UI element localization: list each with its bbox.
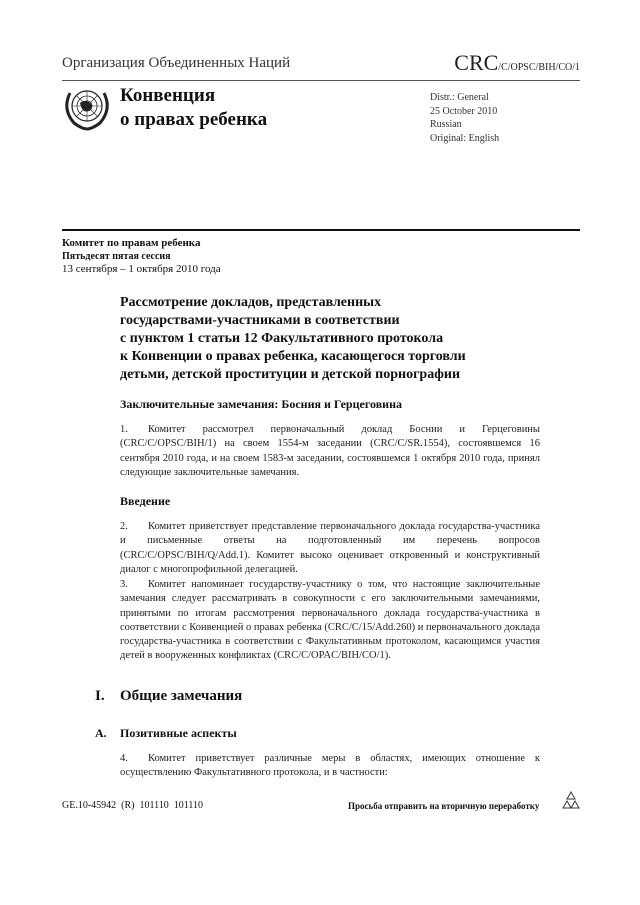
para-number: 4. [120, 753, 128, 764]
subsection-title: Позитивные аспекты [120, 726, 237, 740]
paragraph-1 [120, 423, 540, 480]
document-title [120, 294, 550, 384]
distribution-info [430, 91, 499, 145]
distr-date: 25 October 2010 [430, 105, 498, 117]
thick-rule [62, 229, 580, 231]
title-line: Конвенция [120, 85, 216, 106]
session: Пятьдесят пятая сессия [62, 251, 171, 262]
document-code: GE.10-45942 (R) 101110 101110 [62, 800, 204, 811]
convention-title [120, 84, 267, 132]
title-line: к Конвенции о правах ребенка, касающегося торговли [120, 349, 466, 364]
title-line: государствами-участниками в соответствии [120, 313, 400, 328]
subsection-letter: A. [95, 726, 107, 740]
committee-block [62, 237, 221, 276]
un-emblem-icon [62, 85, 112, 131]
para-text: Комитет рассмотрел первоначальный доклад Боснии и Герцеговины (CRC/C/OPSC/BIH/1) на своем 1554-м заседании (CRC/C/SR.1554), состоявшемся 16 сентября 2010 года, и на своем 1583-м заседании, состоявшемся 1 октября 2010 года, принял следующие заключительные замечания. [120, 424, 540, 478]
section-number: I. [95, 688, 105, 704]
paragraph-2 [120, 520, 540, 577]
title-line: о правах ребенка [120, 109, 268, 130]
title-line: Рассмотрение докладов, представленных [120, 295, 382, 310]
para-text: Комитет приветствует представление первоначального доклада государства-участника и письменные ответы на подготовленный им перечень вопросов (CRC/C/OPSC/BIH/Q/Add.1). Комитет высоко оценивает откровенный и конструктивный диалог с многопрофильной делегацией. [120, 521, 540, 575]
distr-line: Distr.: General [430, 92, 489, 103]
para-number: 2. [120, 521, 128, 532]
title-line: с пунктом 1 статьи 12 Факультативного протокола [120, 331, 444, 346]
distr-language: Russian [430, 119, 462, 130]
intro-heading: Введение [120, 494, 171, 508]
title-line: детьми, детской проституции и детской порнографии [120, 367, 461, 382]
para-text: Комитет напоминает государству-участнику о том, что настоящие заключительные замечания следует рассматривать в совокупности с его заключительными замечаниями, принятыми по итогам рассмотрения первоначального доклада государства-участника в соответствии с Конвенцией о правах ребенка (CRC/C/15/Add.260) и первоначального доклада государства-участника в соответствии с Факультативным протоколом, касающимся участия детей в вооруженных конфликтах (CRC/C/OPAC/BIH/CO/1). [120, 579, 540, 662]
committee-name: Комитет по правам ребенка [62, 237, 201, 249]
symbol-rest: /C/OPSC/BIH/CO/1 [498, 62, 580, 73]
para-number: 1. [120, 424, 128, 435]
para-number: 3. [120, 579, 128, 590]
paragraph-3 [120, 578, 540, 664]
session-dates: 13 сентября – 1 октября 2010 года [62, 263, 221, 275]
subtitle: Заключительные замечания: Босния и Герцеговина [120, 397, 403, 411]
section-title: Общие замечания [120, 688, 243, 704]
distr-original: Original: English [430, 132, 500, 144]
header-rule [62, 80, 580, 81]
organization-name: Организация Объединенных Наций [62, 55, 291, 71]
recycle-icon [560, 790, 582, 812]
symbol-main: CRC [454, 50, 499, 75]
document-symbol [454, 50, 580, 76]
paragraph-4 [120, 752, 540, 781]
recycle-note: Просьба отправить на вторичную переработку [348, 801, 540, 811]
para-text: Комитет приветствует различные меры в областях, имеющих отношение к осуществлению Факультативного протокола, и в частности: [120, 753, 540, 779]
